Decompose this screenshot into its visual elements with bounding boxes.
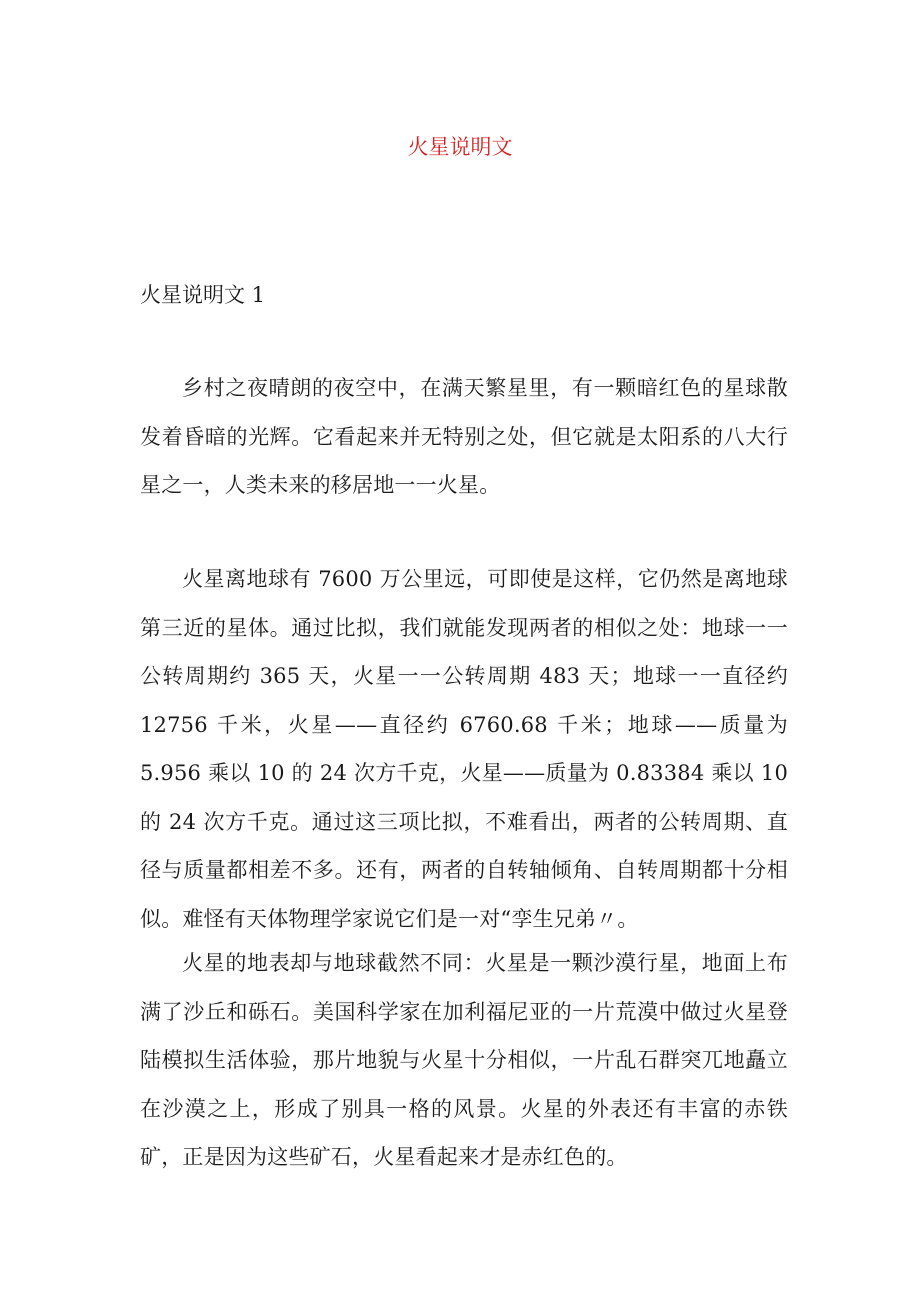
paragraph-3: 火星的地表却与地球截然不同：火星是一颗沙漠行星，地面上布满了沙丘和砾石。美国科学家在加利福尼亚的一片荒漠中做过火星登陆模拟生活体验，那片地貌与火星十分相似，一片乱石群突兀地矗立在沙漠之上，形成了别具一格的风景。火星的外表还有丰富的赤铁矿，正是因为这些矿石，火星看起来才是赤红色的。 (140, 951, 788, 1169)
paragraph-2: 火星离地球有 7600 万公里远，可即使是这样，它仍然是离地球第三近的星体。通过比拟，我们就能发现两者的相似之处：地球一一公转周期约 365 天，火星一一公转周期 483 天；地球一一直径约 12756 千米，火星——直径约 6760.68 千米；地球——质量为 5.956 乘以 10 的 24 次方千克，火星——质量为 0.83384 乘以 10 的 24 次方千克。通过这三项比拟，不难看出，两者的公转周期、直径与质量都相差不多。还有，两者的自转轴倾角、自转周期都十分相似。难怪有天体物理学家说它们是一对“孪生兄弟〃。 (140, 567, 788, 931)
document-title: 火星说明文 (407, 135, 513, 159)
paragraph-1: 乡村之夜晴朗的夜空中，在满天繁星里，有一颗暗红色的星球散发着昏暗的光辉。它看起来并无特别之处，但它就是太阳系的八大行星之一，人类未来的移居地一一火星。 (140, 376, 788, 497)
section-heading: 火星说明文 1 (140, 283, 266, 307)
